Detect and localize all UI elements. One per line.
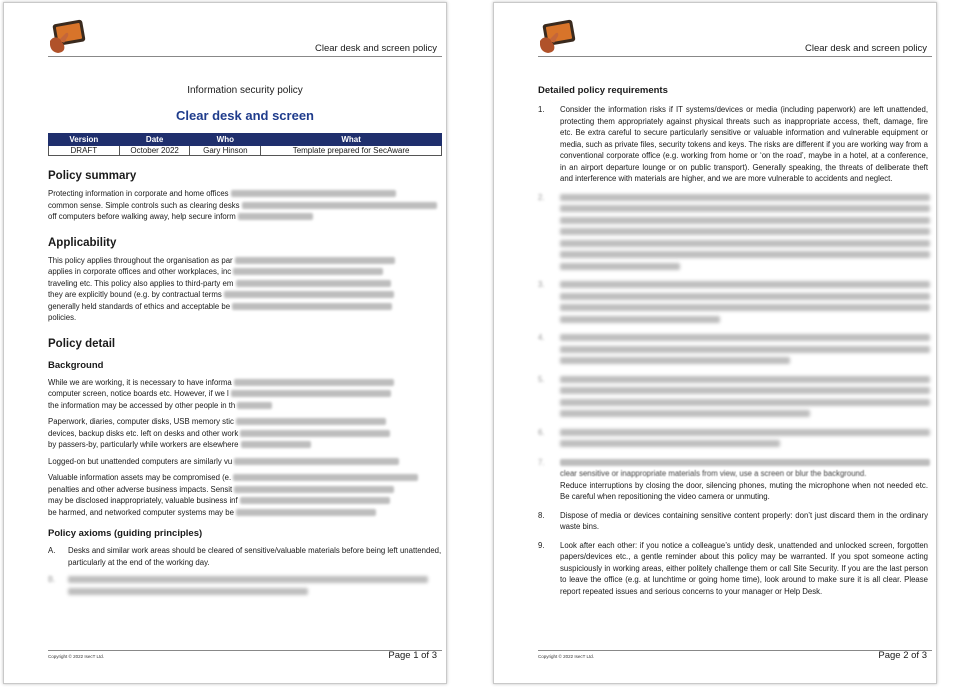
requirements-list: [538, 104, 928, 597]
copyright-notice: Copyright © 2022 IsecT Ltd.: [538, 654, 595, 659]
page-number: Page 2 of 3: [878, 650, 927, 661]
footer-divider: [538, 650, 932, 651]
running-header: Clear desk and screen policy: [805, 43, 927, 54]
applicability-paragraph: This policy applies throughout the organisation as par applies in corporate offices and other workplaces, inc traveling etc. This policy also applies to third-party em they are explicitly bound (e.g. by contractual terms generally held standards of ethics and acceptable be policies.: [48, 255, 442, 324]
background-paragraph-3: Logged-on but unattended computers are similarly vu: [48, 456, 442, 468]
requirements-heading: Detailed policy requirements: [538, 85, 668, 96]
tablet-hand-logo-icon: [538, 19, 578, 55]
running-header: Clear desk and screen policy: [315, 43, 437, 54]
subheading-axioms: Policy axioms (guiding principles): [48, 528, 203, 539]
background-paragraph-1: While we are working, it is necessary to have informa computer screen, notice boards etc. However, if we l the information may be accessed by other people in th: [48, 377, 442, 412]
page-title: Clear desk and screen: [175, 108, 315, 123]
tablet-hand-logo-icon: [48, 19, 88, 55]
list-item: 5.: [538, 374, 928, 420]
list-item: 8. Dispose of media or devices containing sensitive content properly: don’t just discard them in the ordinary waste bins.: [538, 510, 928, 531]
list-item: 3.: [538, 279, 928, 325]
copyright-notice: Copyright © 2022 IsecT Ltd.: [48, 654, 105, 659]
policy-category: Information security policy: [187, 85, 303, 96]
list-item: 2.: [538, 192, 928, 273]
cell-date: October 2022: [119, 146, 190, 156]
list-item: 6.: [538, 427, 928, 450]
cell-what: Template prepared for SecAware: [261, 146, 442, 156]
list-item: 4.: [538, 332, 928, 367]
axioms-list: [48, 545, 442, 597]
list-item: 9. Look after each other: if you notice a colleague’s untidy desk, unattended and unlocked screen, forgotten papers/devices etc., a gentle reminder about this policy may be warranted. If you spot someone acting suspiciously in working areas, either politely challenge them or call Site Security. If you are the last person to leave the office (e.g. at lunchtime or going home time), look around to make sure it is all clear. Please report repeated issues and serious concerns to your manager or Help Desk.: [538, 540, 928, 596]
cell-who: Gary Hinson: [190, 146, 261, 156]
col-header-version: Version: [49, 134, 120, 146]
list-item: 7. clear sensitive or inappropriate materials from view, use a screen or blur the background. Reduce interruptions by closing the door, silencing phones, muting the microphone when not needed etc. Be careful when repositioning the video camera or unmuting.: [538, 457, 928, 501]
page-number: Page 1 of 3: [388, 650, 437, 661]
col-header-what: What: [261, 134, 442, 146]
footer-divider: [48, 650, 442, 651]
col-header-date: Date: [119, 134, 190, 146]
document-page-1: [3, 2, 447, 684]
section-heading-detail: Policy detail: [48, 337, 116, 350]
table-row: [49, 146, 442, 156]
section-heading-summary: Policy summary: [48, 170, 137, 182]
document-page-2: [493, 2, 937, 684]
summary-paragraph: Protecting information in corporate and home offices common sense. Simple controls such as clearing desks off computers before walking away, help secure inform: [48, 188, 442, 223]
list-item: B.: [48, 574, 442, 597]
list-item: A. Desks and similar work areas should be cleared of sensitive/valuable materials before being left unattended, particularly at the end of the working day.: [48, 546, 442, 567]
background-paragraph-2: Paperwork, diaries, computer disks, USB memory stic devices, backup disks etc. left on desks and other work by passers-by, particularly while workers are elsewhere: [48, 416, 442, 451]
col-header-who: Who: [190, 134, 261, 146]
list-item: 1. Consider the information risks if IT systems/devices or media (including paperwork) are left unattended, protecting them appropriately against physical threats such as inappropriate access, theft, damage, fire etc. Be extra careful to secure particularly sensitive or valuable information and vulnerable equipment or media, such as private files, security tokens and keys. The risks are different if you are working way from a conventional corporate office (e.g. working from home or ‘on the road’, maybe in a hotel, at a conference, in an airport departure lounge or on public transport). Generally speaking, the threats of deliberate theft and interference with materials are higher, and we are more vulnerable to accidents and neglect.: [538, 105, 928, 183]
version-table: [48, 133, 442, 156]
background-paragraph-4: Valuable information assets may be compromised (e. penalties and other adverse business impacts. Sensit may be disclosed inappropriately, valuable business inf be harmed, and networked computer systems may be: [48, 472, 442, 518]
subheading-background: Background: [48, 359, 104, 371]
cell-version: DRAFT: [49, 146, 120, 156]
header-divider: [48, 56, 442, 57]
header-divider: [538, 56, 932, 57]
section-heading-applicability: Applicability: [48, 236, 117, 249]
